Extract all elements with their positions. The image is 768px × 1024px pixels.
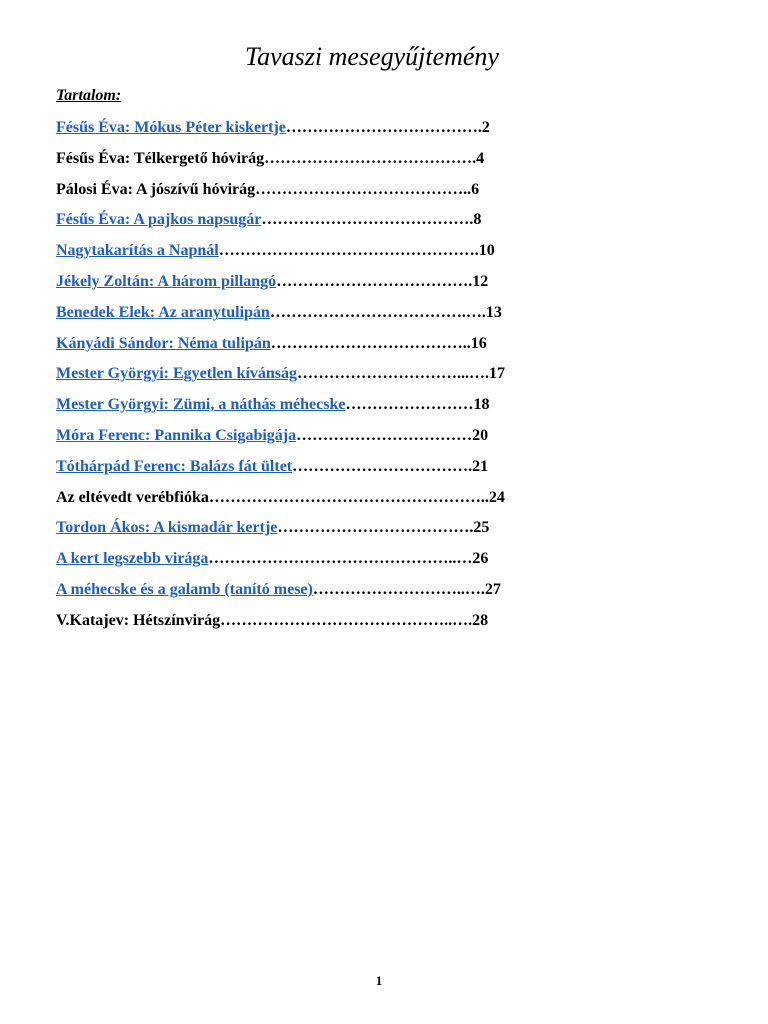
toc-entry-leader-dots: …………………… bbox=[345, 396, 474, 414]
toc-entry-leader-dots: …………………………………………….. bbox=[208, 488, 489, 506]
toc-entry[interactable] bbox=[56, 394, 546, 425]
toc-entry-page-number: 26 bbox=[472, 550, 489, 568]
toc-entry[interactable] bbox=[56, 579, 546, 610]
toc-entry-link[interactable]: Fésűs Éva: Mókus Péter kiskertje bbox=[56, 119, 286, 136]
toc-entry-link[interactable]: A kert legszebb virága bbox=[56, 550, 209, 568]
toc-entry-page-number: 12 bbox=[472, 272, 489, 290]
document-title: Tavaszi mesegyűjtemény bbox=[245, 42, 499, 71]
toc-entry[interactable] bbox=[56, 548, 546, 579]
toc-entry-leader-dots: ……………………………………..…. bbox=[220, 611, 473, 629]
toc-entry bbox=[56, 179, 546, 210]
toc-entry-page-number: 18 bbox=[473, 396, 490, 414]
toc-entry-page-number: 6 bbox=[471, 180, 480, 198]
page-number: 1 bbox=[375, 973, 383, 988]
toc-entry-leader-dots: …………………………………………. bbox=[218, 242, 479, 260]
toc-entry[interactable] bbox=[56, 456, 546, 487]
toc-entry-page-number: 2 bbox=[481, 119, 490, 136]
toc-entry-leader-dots: …………………………… bbox=[296, 426, 473, 444]
toc-entry-title: Fésűs Éva: Télkergető hóvirág bbox=[56, 149, 265, 167]
toc-entry-link[interactable]: Nagytakarítás a Napnál bbox=[56, 242, 219, 260]
toc-entry-page-number: 13 bbox=[485, 303, 502, 321]
toc-entry-page-number: 8 bbox=[473, 211, 482, 229]
toc-entry-link[interactable]: Kányádi Sándor: Néma tulipán bbox=[56, 334, 271, 352]
toc-entry-page-number: 17 bbox=[489, 365, 506, 383]
toc-entry-link[interactable]: Mester Györgyi: Egyetlen kívánság bbox=[56, 365, 298, 383]
toc-entry[interactable] bbox=[56, 302, 546, 333]
toc-entry-leader-dots: ………………………..…. bbox=[312, 580, 485, 598]
toc-entry-leader-dots: ………………………………. bbox=[276, 272, 473, 290]
toc-entry-leader-dots: ……………………………. bbox=[292, 457, 473, 475]
toc-entry-link[interactable]: Benedek Elek: Az aranytulipán bbox=[56, 303, 270, 321]
toc-entry-leader-dots: ………………………………………..… bbox=[208, 550, 473, 568]
toc-entry-page-number: 28 bbox=[472, 611, 489, 629]
toc-entry bbox=[56, 610, 546, 641]
toc-entry-page-number: 25 bbox=[473, 519, 490, 537]
toc-entry[interactable] bbox=[56, 117, 546, 148]
toc-entry-link[interactable]: A méhecske és a galamb (tanító mese) bbox=[56, 580, 313, 598]
toc-entry-title: V.Katajev: Hétszínvirág bbox=[56, 611, 221, 629]
toc-entry-leader-dots: ……………………………….…. bbox=[269, 303, 486, 321]
toc-entry[interactable] bbox=[56, 517, 546, 548]
toc-entry-title: Az eltévedt verébfióka bbox=[56, 488, 209, 506]
toc-entry[interactable] bbox=[56, 333, 546, 364]
toc-entry-page-number: 4 bbox=[476, 149, 485, 167]
toc-entry[interactable] bbox=[56, 363, 546, 394]
toc-entry-page-number: 16 bbox=[470, 334, 487, 352]
toc-entry-page-number: 10 bbox=[478, 242, 495, 260]
toc-entry-title: Pálosi Éva: A jószívű hóvirág bbox=[56, 180, 256, 198]
toc-entry-page-number: 24 bbox=[488, 488, 505, 506]
toc-entry-link[interactable]: Tóthárpád Ferenc: Balázs fát ültet bbox=[56, 457, 293, 475]
toc-entry-page-number: 20 bbox=[472, 426, 489, 444]
toc-entry-link[interactable]: Tordon Ákos: A kismadár kertje bbox=[56, 519, 278, 537]
toc-entry bbox=[56, 148, 546, 179]
toc-entry[interactable] bbox=[56, 209, 546, 240]
toc-entry-leader-dots: …………………………...…. bbox=[297, 365, 490, 383]
toc-entry[interactable] bbox=[56, 271, 546, 302]
toc-entry bbox=[56, 487, 546, 518]
toc-entry-page-number: 27 bbox=[484, 580, 501, 598]
toc-heading: Tartalom: bbox=[56, 87, 122, 104]
toc-entry-leader-dots: …………………………………. bbox=[261, 211, 474, 229]
toc-entry-leader-dots: ………………………………….. bbox=[255, 180, 472, 198]
toc-entry-link[interactable]: Fésűs Éva: A pajkos napsugár bbox=[56, 211, 262, 229]
toc-entry-link[interactable]: Mester Györgyi: Zümi, a náthás méhecske bbox=[56, 396, 346, 414]
toc-entry-link[interactable]: Jékely Zoltán: A három pillangó bbox=[56, 272, 277, 290]
toc-entry-leader-dots: ………………………………. bbox=[285, 119, 482, 136]
toc-entry[interactable] bbox=[56, 425, 546, 456]
toc-entry-leader-dots: …………………………………. bbox=[264, 149, 477, 167]
toc-entry-page-number: 21 bbox=[472, 457, 489, 475]
table-of-contents bbox=[56, 117, 546, 641]
toc-entry-leader-dots: ………………………………. bbox=[277, 519, 474, 537]
toc-entry-link[interactable]: Móra Ferenc: Pannika Csigabigája bbox=[56, 426, 297, 444]
toc-entry-leader-dots: ……………………………….. bbox=[270, 334, 471, 352]
toc-entry[interactable] bbox=[56, 240, 546, 271]
